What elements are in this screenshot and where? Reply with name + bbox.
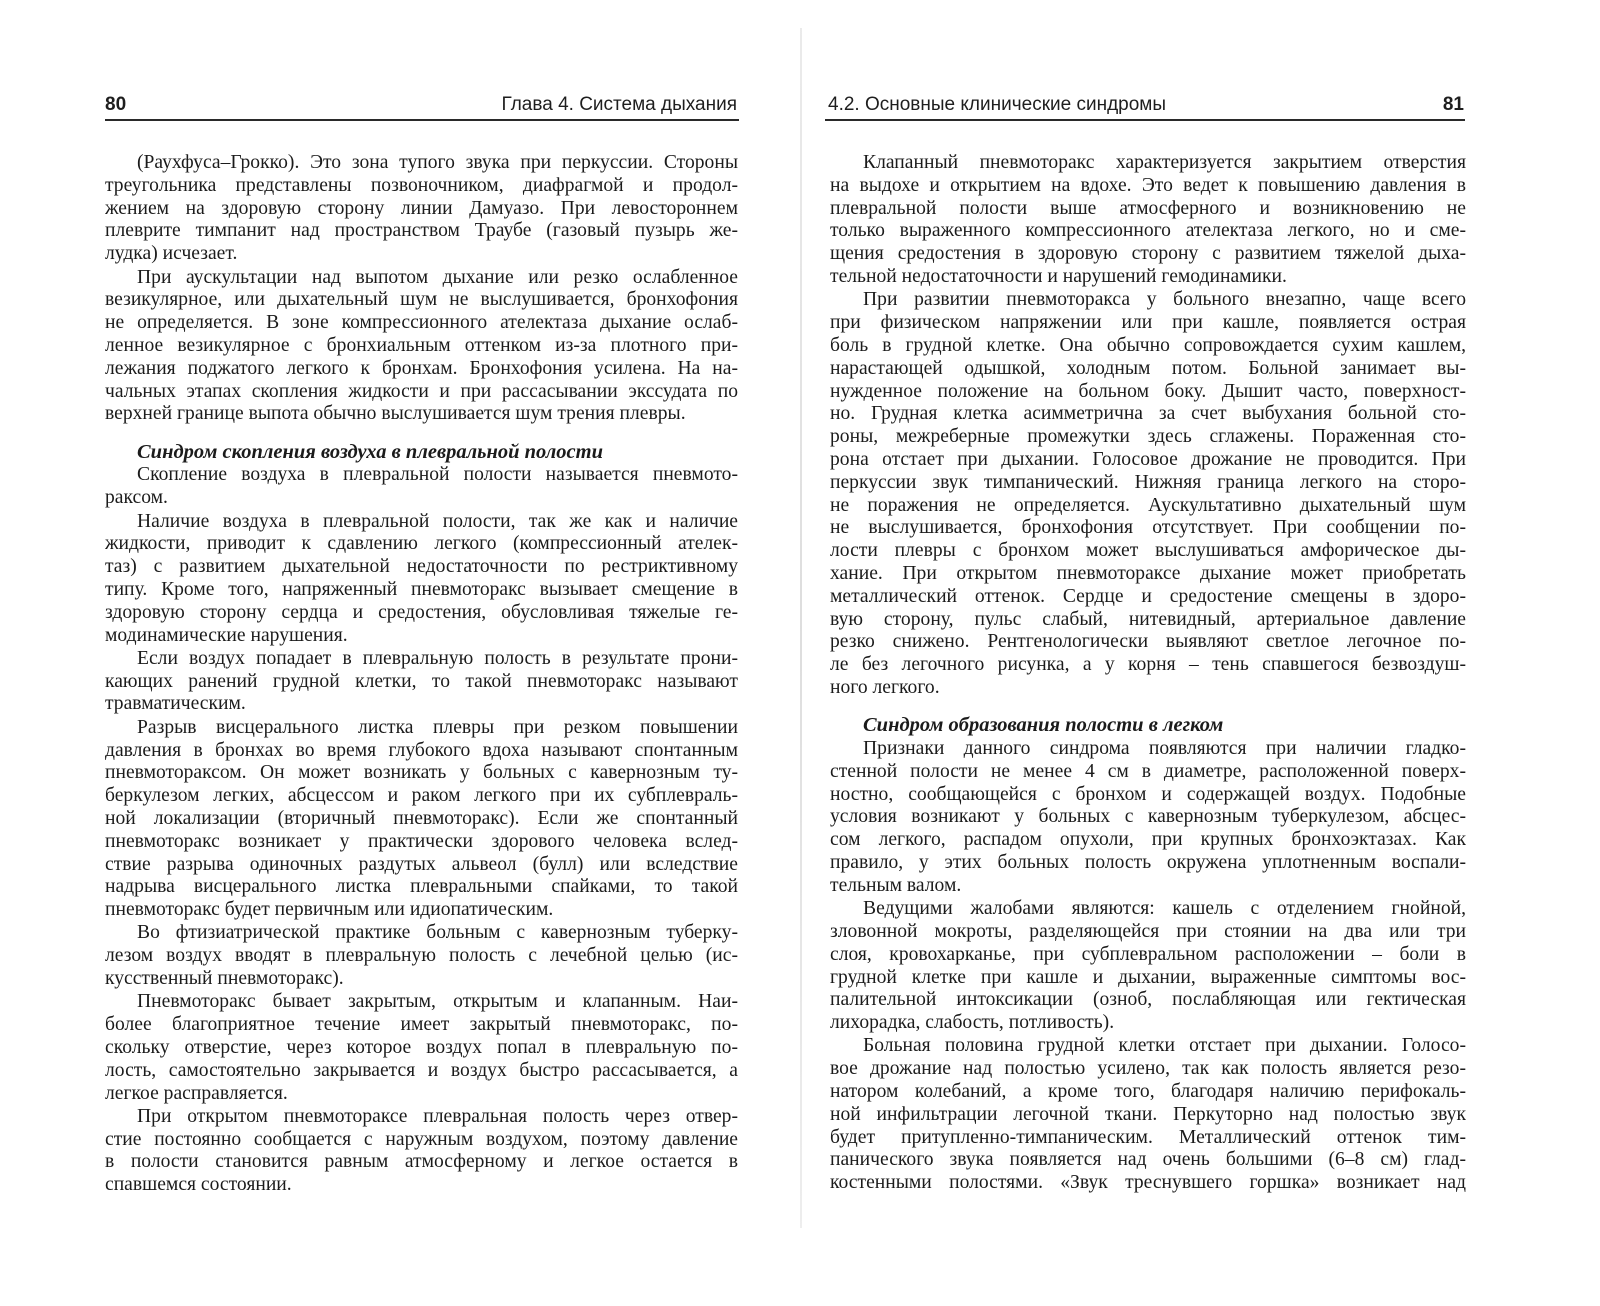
text-line: ствие разрыва одиночных раздутых альвеол (булл) или вследствие (105, 853, 738, 875)
text-line: надрыва висцерального листка плевральными спайками, то такой (105, 876, 738, 898)
text-line: вую сторону, пульс слабый, нитевидный, артериальное давление (830, 608, 1466, 630)
text-line: но. Грудная клетка асимметрична за счет выбухания больной сто- (830, 403, 1466, 425)
text-line: рона отстает при дыхании. Голосовое дрожание не проводится. При (830, 448, 1466, 470)
text-line: хание. При открытом пневмотораксе дыхание может приобретать (830, 562, 1466, 584)
section-heading: Синдром скопления воздуха в плевральной полости (137, 440, 604, 463)
text-line: палительной интоксикации (озноб, послабляющая или гектическая (830, 989, 1466, 1011)
right-page (805, 0, 1600, 1306)
text-line: грудной клетке при кашле и дыхании, выраженные симптомы вос- (830, 966, 1466, 988)
text-line: кусственный пневмоторакс). (105, 968, 344, 989)
text-line: в полости становится равным атмосферному и легкое остается в (105, 1151, 738, 1173)
text-line: плевральной полости выше атмосферного и возникновению не (830, 197, 1466, 219)
text-line: лежания поджатого легкого к бронхам. Бронхофония усилена. На на- (105, 357, 738, 379)
left-running-title: Глава 4. Система дыхания (501, 94, 737, 115)
text-line: верхней границе выпота обычно выслушивается шум трения плевры. (105, 403, 686, 425)
text-line: слоя, кровохарканье, при субплевральном расположении – боли в (830, 943, 1466, 965)
text-line: щения средостения в здоровую сторону с развитием тяжелой дыха- (830, 243, 1466, 265)
text-line: раксом. (105, 487, 168, 509)
text-line: Если воздух попадает в плевральную полость в результате прони- (137, 647, 738, 669)
text-line: жением на здоровую сторону линии Дамуазо. При левостороннем (105, 197, 738, 219)
page-number-left: 80 (105, 94, 127, 115)
text-line: будет притупленно-тимпаническим. Металлический оттенок тим- (830, 1126, 1466, 1148)
text-line: более благоприятное течение имеет закрытый пневмоторакс, по- (105, 1014, 738, 1036)
text-line: травматическим. (105, 693, 246, 715)
text-line: беркулезом легких, абсцессом и раком легкого при их субплевраль- (105, 785, 738, 807)
text-line: нарастающей одышкой, холодным потом. Больной занимает вы- (830, 357, 1466, 379)
text-line: ленное везикулярное с бронхиальным оттенком из-за плотного при- (105, 334, 738, 356)
text-line: таз) с развитием дыхательной недостаточности по рестриктивному (105, 556, 738, 578)
text-line: лости плевры с бронхом может выслушиваться амфорическое ды- (830, 540, 1466, 562)
text-line: Больная половина грудной клетки отстает при дыхании. Голосо- (863, 1035, 1466, 1057)
text-line: жидкости, приводит к сдавлению легкого (компрессионный ателек- (105, 533, 738, 555)
text-line: ного легкого. (830, 676, 940, 698)
text-line: При развитии пневмоторакса у больного внезапно, чаще всего (863, 289, 1466, 311)
text-line: Ведущими жалобами являются: кашель с отделением гнойной, (863, 898, 1466, 920)
text-line: типу. Кроме того, напряженный пневмоторакс вызывает смещение в (105, 578, 738, 600)
text-line: При аускультации над выпотом дыхание или резко ослабленное (137, 266, 738, 288)
text-line: Признаки данного синдрома появляются при наличии гладко- (863, 738, 1466, 759)
text-line: нужденное положение на больном боку. Дышит часто, поверхност- (830, 380, 1466, 402)
text-line: лудка) исчезает. (105, 243, 238, 265)
text-line: сом легкого, распадом опухоли, при крупных бронхоэктазах. Как (830, 829, 1466, 851)
left-running-head (105, 92, 737, 118)
text-line: натором колебаний, а кроме того, благодаря наличию перифокаль- (830, 1081, 1466, 1102)
text-line: лихорадка, слабость, потливость). (830, 1012, 1115, 1034)
section-heading: Синдром образования полости в легком (863, 714, 1224, 737)
text-line: тельным валом. (830, 874, 962, 896)
text-line: Разрыв висцерального листка плевры при резком повышении (137, 716, 738, 738)
text-line: не поражения не определяется. Аускультативно дыхательный шум (830, 494, 1466, 516)
text-line: чальных этапах скопления жидкости и при рассасывании экссудата по (105, 380, 738, 402)
text-line: Во фтизиатрической практике больным с кавернозным туберку- (137, 922, 738, 944)
text-line: пневмоторакс возникает у практически здорового человека вслед- (105, 830, 738, 852)
page-number-right: 81 (1442, 94, 1464, 115)
text-line: плеврите тимпанит над пространством Траубе (газовый пузырь же- (105, 220, 738, 242)
text-line: кающих ранений грудной клетки, то такой пневмоторакс называют (105, 670, 738, 692)
text-line: тельной недостаточности и нарушений гемодинамики. (830, 266, 1287, 287)
text-line: не определяется. В зоне компрессионного ателектаза дыхание ослаб- (105, 312, 738, 334)
text-line: здоровую сторону сердца и средостения, обусловливая тяжелые ге- (105, 601, 738, 623)
text-line: ле без легочного рисунка, а у корня – тень спавшегося безвоздуш- (830, 654, 1466, 676)
right-running-head (828, 92, 1464, 118)
text-line: правило, у этих больных полость окружена уплотненным воспали- (830, 852, 1466, 873)
text-line: Скопление воздуха в плевральной полости называется пневмото- (137, 464, 738, 486)
book-gutter (800, 28, 802, 1228)
text-line: ностно, сообщающейся с бронхом и содержащей воздух. Подобные (830, 783, 1466, 805)
text-line: резко снижено. Рентгенологически выявляют светлое легочное по- (830, 631, 1466, 653)
text-line: легкое расправляется. (105, 1082, 288, 1104)
text-line: ной инфильтрации легочной ткани. Перкуторно над полостью звук (830, 1103, 1466, 1125)
text-line: панического звука появляется над очень большими (6–8 см) глад- (830, 1149, 1466, 1171)
text-line: перкуссии звук тимпанический. Нижняя граница легкого на сторо- (830, 471, 1466, 493)
text-line: Клапанный пневмоторакс характеризуется закрытием отверстия (863, 152, 1466, 173)
text-line: пневмоторакс будет первичным или идиопатическим. (105, 899, 554, 921)
text-line: треугольника представлены позвоночником, диафрагмой и продол- (105, 174, 738, 196)
text-line: только выраженного компрессионного ателектаза легкого, но и сме- (830, 220, 1466, 242)
text-line: боль в грудной клетке. Она обычно сопровождается сухим кашлем, (830, 334, 1466, 356)
text-line: спавшемся состоянии. (105, 1174, 292, 1196)
text-line: условия возникают у больных с кавернозным туберкулезом, абсцес- (830, 806, 1466, 828)
text-line: При открытом пневмотораксе плевральная полость через отвер- (137, 1105, 738, 1127)
text-line: модинамические нарушения. (105, 624, 348, 646)
text-line: стие постоянно сообщается с наружным воздухом, поэтому давление (105, 1128, 738, 1150)
text-line: скольку отверстие, через которое воздух попал в плевральную по- (105, 1036, 738, 1058)
right-header-rule (825, 119, 1465, 121)
text-line: зловонной мокроты, разделяющейся при стоянии на два или три (830, 920, 1466, 942)
text-line: (Раухфуса–Грокко). Это зона тупого звука при перкуссии. Стороны (137, 152, 738, 173)
text-line: при физическом напряжении или при кашле, появляется острая (830, 312, 1466, 334)
text-line: металлический оттенок. Сердце и средостение смещены в здоро- (830, 585, 1466, 607)
text-line: Наличие воздуха в плевральной полости, так же как и наличие (137, 510, 738, 532)
text-line: вое дрожание над полостью усилено, так как полость является резо- (830, 1058, 1466, 1080)
text-line: не выслушивается, бронхофония отсутствует. При сообщении по- (830, 517, 1466, 539)
text-line: лость, самостоятельно закрывается и воздух быстро рассасывается, а (105, 1059, 738, 1081)
text-line: роны, межреберные промежутки здесь сглажены. Пораженная сто- (830, 426, 1466, 448)
text-line: ной локализации (вторичный пневмоторакс). Если же спонтанный (105, 807, 738, 829)
text-line: на выдохе и открытием на вдохе. Это ведет к повышению давления в (830, 174, 1466, 196)
text-line: костенными полостями. «Звук треснувшего горшка» возникает над (830, 1172, 1466, 1194)
text-line: давления в бронхах во время глубокого вдоха называют спонтанным (105, 739, 738, 761)
left-page (0, 0, 790, 1306)
text-line: везикулярное, или дыхательный шум не выслушивается, бронхофония (105, 289, 738, 311)
left-header-rule (105, 119, 739, 121)
text-line: пневмотораксом. Он может возникать у больных с кавернозным ту- (105, 762, 738, 784)
text-line: Пневмоторакс бывает закрытым, открытым и клапанным. Наи- (137, 991, 738, 1013)
text-line: стенной полости не менее 4 см в диаметре, расположенной поверх- (830, 760, 1466, 782)
text-line: лезом воздух вводят в плевральную полость с лечебной целью (ис- (105, 945, 738, 967)
right-running-title: 4.2. Основные клинические синдромы (828, 94, 1167, 115)
